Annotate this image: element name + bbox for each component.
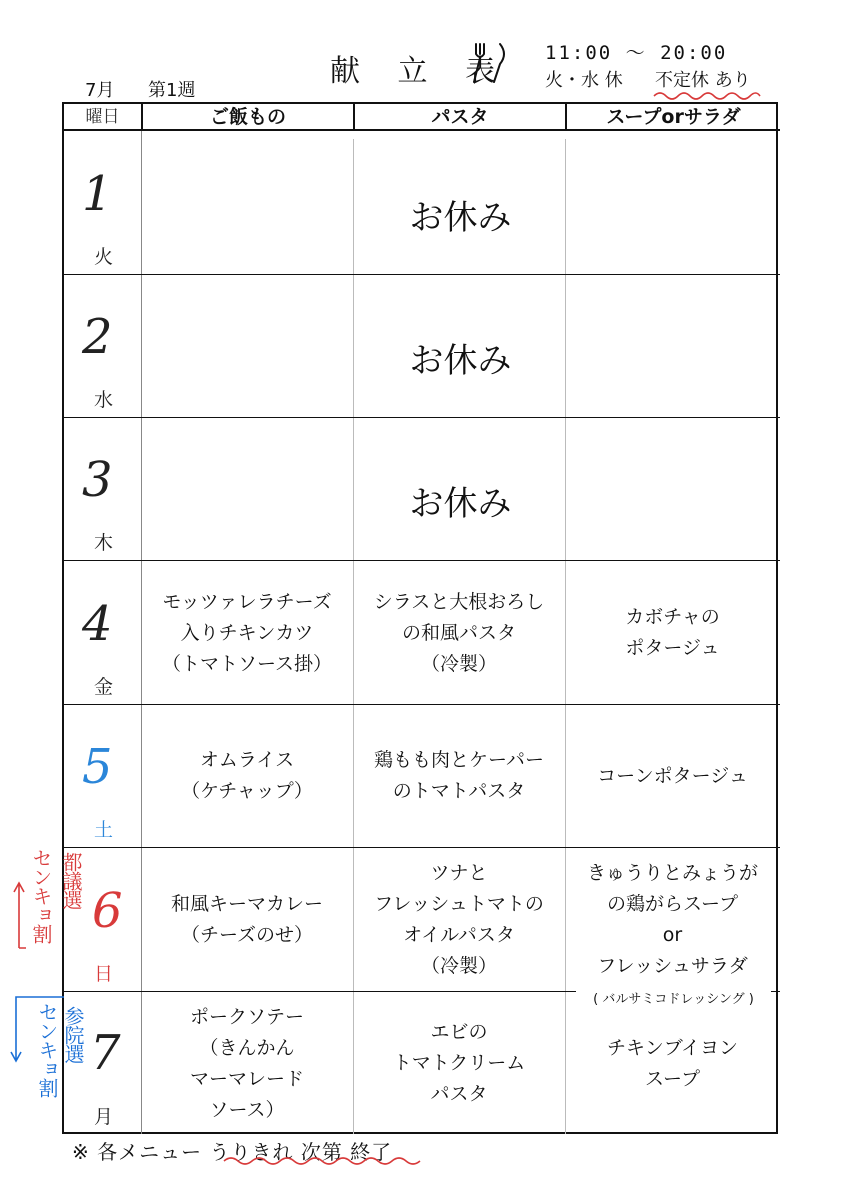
row-divider [64, 847, 780, 848]
day-number: 7 [90, 1025, 121, 1081]
fork-knife-icon [470, 40, 514, 86]
election-discount-note: センキョ割 [29, 848, 53, 943]
weekday-label: 水 [94, 389, 114, 411]
column-header-day: 曜日 [64, 104, 141, 131]
weekday-label: 月 [94, 1106, 114, 1128]
rice-dish [141, 705, 353, 847]
pasta-dish [353, 849, 565, 991]
menu-line: （きんかん [199, 1036, 295, 1059]
menu-line: チキンブイヨン [606, 1036, 739, 1059]
menu-line: （トマトソース掛） [161, 652, 333, 675]
menu-line: シラスと大根おろし [373, 590, 545, 613]
pasta-dish [353, 705, 565, 847]
week-label: 第1週 [148, 80, 196, 101]
menu-line: パスタ [430, 1083, 488, 1105]
election-name-note: 都議選 [59, 852, 83, 909]
day-number: 6 [92, 883, 123, 939]
column-header-pasta: パスタ [353, 104, 565, 131]
pasta-dish [353, 993, 565, 1134]
opening-hours: 11:00 〜 20:00 [545, 42, 728, 64]
month-label: 7月 [85, 80, 115, 101]
menu-line: オイルパスタ [403, 924, 515, 946]
menu-line: or [662, 924, 683, 946]
soup-dish [565, 705, 780, 847]
menu-line: フレッシュトマトの [374, 893, 544, 915]
weekday-label: 金 [94, 676, 114, 698]
soup-dish [565, 993, 780, 1134]
menu-line: のトマトパスタ [392, 780, 526, 802]
menu-line: ポタージュ [625, 637, 720, 659]
menu-line: （冷製） [420, 652, 497, 675]
soup-dish [565, 562, 780, 704]
red-underline-wave [652, 90, 762, 102]
menu-line: の鶏がらスープ [606, 893, 739, 915]
menu-line: （冷製） [420, 955, 497, 977]
column-header-soup: スープorサラダ [565, 104, 780, 131]
weekday-label: 木 [94, 532, 114, 554]
menu-line: （ケチャップ） [181, 780, 313, 802]
day-number: 1 [82, 166, 113, 222]
pasta-dish [353, 562, 565, 704]
menu-line: オムライス [199, 749, 295, 771]
menu-line: トマトクリーム [392, 1052, 526, 1074]
down-arrow-icon [8, 994, 68, 1064]
weekday-label: 土 [94, 819, 114, 841]
menu-line: ソース） [209, 1098, 285, 1121]
menu-line: きゅうりとみょうが [586, 862, 758, 884]
rice-dish [141, 993, 353, 1134]
dressing-note: ( バルサミコドレッシング ) [576, 988, 771, 1007]
menu-line: の和風パスタ [401, 621, 516, 644]
menu-line: フレッシュサラダ [597, 955, 748, 977]
menu-line: モッツァレラチーズ [162, 590, 332, 613]
menu-line: （チーズのせ） [180, 924, 314, 946]
day-number: 5 [82, 739, 113, 795]
menu-line: ツナと [430, 862, 488, 884]
election-name-note: 参院選 [61, 1006, 85, 1063]
row-divider [64, 274, 780, 275]
row-divider [64, 560, 780, 561]
soup-dish [565, 849, 780, 991]
column-header-rice: ご飯もの [141, 104, 353, 131]
day-number: 4 [82, 596, 113, 652]
closed-notice: お休み [409, 341, 512, 381]
red-underline-wave [222, 1155, 422, 1167]
weekday-label: 火 [94, 246, 114, 268]
menu-line: 入りチキンカツ [180, 621, 314, 644]
menu-line: マーマレード [189, 1067, 304, 1090]
menu-line: コーンポタージュ [597, 764, 748, 787]
row-divider [64, 417, 780, 418]
footer-note: ※ 各メニュー うりきれ 次第 終了 [72, 1140, 393, 1164]
irregular-holidays: 不定休 あり [655, 70, 751, 91]
day-number: 2 [82, 309, 113, 365]
day-number: 3 [82, 452, 113, 508]
menu-line: ポークソテー [189, 1005, 304, 1028]
closed-notice: お休み [409, 198, 512, 238]
election-discount-note: センキョ割 [35, 1002, 59, 1097]
weekday-label: 日 [94, 963, 114, 985]
page-title: 献 立 表 [330, 54, 510, 89]
rice-dish [141, 849, 353, 991]
menu-table [59, 102, 778, 1134]
rice-dish [141, 562, 353, 704]
menu-line: 鶏もも肉とケーパー [373, 749, 545, 771]
menu-line: エビの [430, 1021, 488, 1043]
closed-days: 火・水 休 [545, 70, 623, 91]
menu-line: スープ [644, 1067, 701, 1090]
menu-line: 和風キーマカレー [170, 893, 323, 915]
menu-line: カボチャの [625, 606, 720, 628]
up-arrow-icon [12, 880, 26, 950]
closed-notice: お休み [409, 484, 512, 524]
